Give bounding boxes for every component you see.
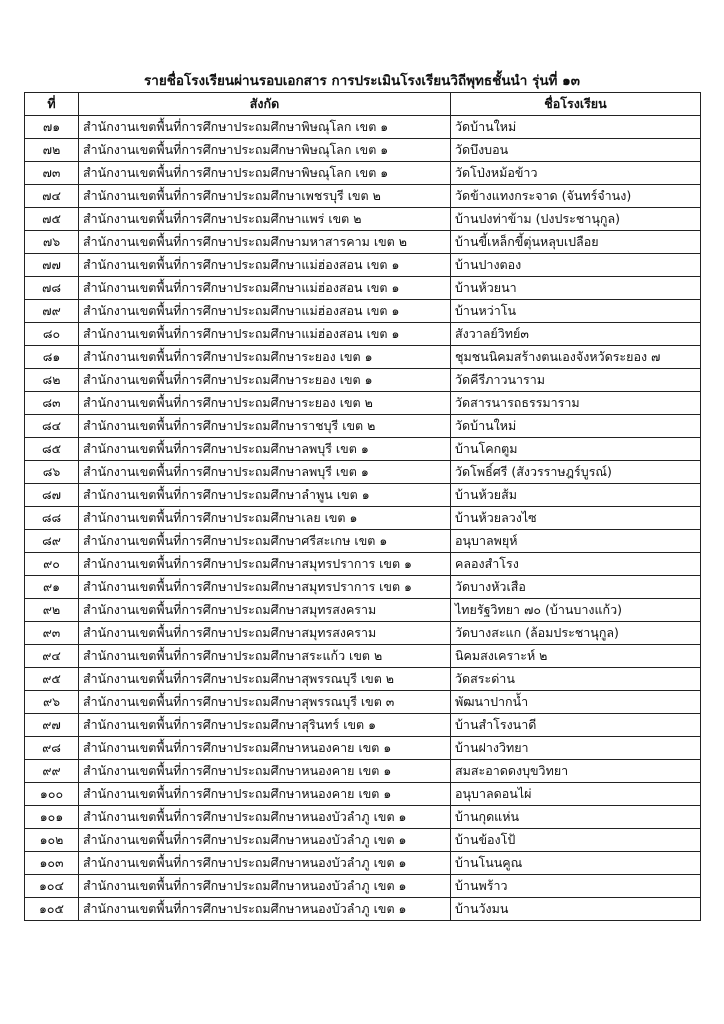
row-affiliation-cell: สำนักงานเขตพื้นที่การศึกษาประถมศึกษาระยอง เขต ๑ bbox=[79, 369, 451, 392]
row-school-name-cell: ไทยรัฐวิทยา ๗๐ (บ้านบางแก้ว) bbox=[451, 599, 701, 622]
table-row bbox=[25, 139, 701, 162]
row-number-cell: ๑๐๒ bbox=[25, 829, 79, 852]
row-school-name-cell: บ้านห้วยลวงไซ bbox=[451, 507, 701, 530]
row-number-cell: ๗๓ bbox=[25, 162, 79, 185]
row-affiliation-cell: สำนักงานเขตพื้นที่การศึกษาประถมศึกษาหนองบัวลำภู เขต ๑ bbox=[79, 806, 451, 829]
table-row bbox=[25, 461, 701, 484]
row-affiliation-cell: สำนักงานเขตพื้นที่การศึกษาประถมศึกษาหนองบัวลำภู เขต ๑ bbox=[79, 829, 451, 852]
row-school-name-cell: บ้านห้วยนา bbox=[451, 277, 701, 300]
row-affiliation-cell: สำนักงานเขตพื้นที่การศึกษาประถมศึกษาเลย เขต ๑ bbox=[79, 507, 451, 530]
table-row bbox=[25, 852, 701, 875]
table-row bbox=[25, 829, 701, 852]
table-row bbox=[25, 231, 701, 254]
row-school-name-cell: อนุบาลพยุห์ bbox=[451, 530, 701, 553]
row-affiliation-cell: สำนักงานเขตพื้นที่การศึกษาประถมศึกษาแม่ฮ่องสอน เขต ๑ bbox=[79, 254, 451, 277]
row-affiliation-cell: สำนักงานเขตพื้นที่การศึกษาประถมศึกษาพิษณุโลก เขต ๑ bbox=[79, 116, 451, 139]
table-row bbox=[25, 875, 701, 898]
table-row bbox=[25, 714, 701, 737]
header-school-name: ชื่อโรงเรียน bbox=[451, 93, 701, 116]
row-affiliation-cell: สำนักงานเขตพื้นที่การศึกษาประถมศึกษาระยอง เขต ๑ bbox=[79, 346, 451, 369]
table-row bbox=[25, 323, 701, 346]
row-number-cell: ๘๒ bbox=[25, 369, 79, 392]
row-school-name-cell: บ้านพร้าว bbox=[451, 875, 701, 898]
row-number-cell: ๗๘ bbox=[25, 277, 79, 300]
row-number-cell: ๘๓ bbox=[25, 392, 79, 415]
row-affiliation-cell: สำนักงานเขตพื้นที่การศึกษาประถมศึกษาพิษณุโลก เขต ๑ bbox=[79, 162, 451, 185]
row-school-name-cell: ชุมชนนิคมสร้างตนเองจังหวัดระยอง ๗ bbox=[451, 346, 701, 369]
row-affiliation-cell: สำนักงานเขตพื้นที่การศึกษาประถมศึกษาลพบุรี เขต ๑ bbox=[79, 461, 451, 484]
row-affiliation-cell: สำนักงานเขตพื้นที่การศึกษาประถมศึกษาระยอง เขต ๒ bbox=[79, 392, 451, 415]
row-affiliation-cell: สำนักงานเขตพื้นที่การศึกษาประถมศึกษาหนองคาย เขต ๑ bbox=[79, 737, 451, 760]
row-affiliation-cell: สำนักงานเขตพื้นที่การศึกษาประถมศึกษาหนองบัวลำภู เขต ๑ bbox=[79, 852, 451, 875]
row-affiliation-cell: สำนักงานเขตพื้นที่การศึกษาประถมศึกษาพิษณุโลก เขต ๑ bbox=[79, 139, 451, 162]
row-number-cell: ๙๕ bbox=[25, 668, 79, 691]
row-school-name-cell: นิคมสงเคราะห์ ๒ bbox=[451, 645, 701, 668]
row-school-name-cell: บ้านโคกตูม bbox=[451, 438, 701, 461]
table-row bbox=[25, 645, 701, 668]
row-affiliation-cell: สำนักงานเขตพื้นที่การศึกษาประถมศึกษาสุพรรณบุรี เขต ๒ bbox=[79, 668, 451, 691]
row-school-name-cell: วัดบึงบอน bbox=[451, 139, 701, 162]
row-affiliation-cell: สำนักงานเขตพื้นที่การศึกษาประถมศึกษาหนองบัวลำภู เขต ๑ bbox=[79, 898, 451, 921]
row-school-name-cell: วัดบ้านใหม่ bbox=[451, 415, 701, 438]
row-school-name-cell: คลองสำโรง bbox=[451, 553, 701, 576]
row-number-cell: ๗๕ bbox=[25, 208, 79, 231]
row-school-name-cell: บ้านปางตอง bbox=[451, 254, 701, 277]
row-school-name-cell: อนุบาลดอนไผ่ bbox=[451, 783, 701, 806]
row-school-name-cell: สังวาลย์วิทย์๓ bbox=[451, 323, 701, 346]
row-affiliation-cell: สำนักงานเขตพื้นที่การศึกษาประถมศึกษามหาสารคาม เขต ๒ bbox=[79, 231, 451, 254]
row-school-name-cell: บ้านสำโรงนาดี bbox=[451, 714, 701, 737]
row-school-name-cell: วัดข้างแทงกระจาด (จันทร์จำนง) bbox=[451, 185, 701, 208]
row-affiliation-cell: สำนักงานเขตพื้นที่การศึกษาประถมศึกษาสมุทรสงคราม bbox=[79, 599, 451, 622]
row-school-name-cell: พัฒนาปากน้ำ bbox=[451, 691, 701, 714]
row-school-name-cell: วัดบ้านใหม่ bbox=[451, 116, 701, 139]
table-row bbox=[25, 668, 701, 691]
row-number-cell: ๑๐๕ bbox=[25, 898, 79, 921]
table-row bbox=[25, 898, 701, 921]
table-row bbox=[25, 530, 701, 553]
row-number-cell: ๑๐๐ bbox=[25, 783, 79, 806]
row-number-cell: ๘๖ bbox=[25, 461, 79, 484]
row-number-cell: ๘๐ bbox=[25, 323, 79, 346]
row-number-cell: ๙๓ bbox=[25, 622, 79, 645]
table-row bbox=[25, 484, 701, 507]
page-title: รายชื่อโรงเรียนผ่านรอบเอกสาร การประเมินโรงเรียนวิถีพุทธชั้นนำ รุ่นที่ ๑๓ bbox=[144, 73, 580, 89]
row-affiliation-cell: สำนักงานเขตพื้นที่การศึกษาประถมศึกษาแพร่ เขต ๒ bbox=[79, 208, 451, 231]
school-table bbox=[24, 92, 701, 921]
row-number-cell: ๘๕ bbox=[25, 438, 79, 461]
table-row bbox=[25, 162, 701, 185]
table-row bbox=[25, 415, 701, 438]
table-row bbox=[25, 254, 701, 277]
row-school-name-cell: บ้านปงท่าข้าม (ปงประชานุกูล) bbox=[451, 208, 701, 231]
table-row bbox=[25, 369, 701, 392]
header-no: ที่ bbox=[25, 93, 79, 116]
row-school-name-cell: วัดบางสะแก (ล้อมประชานุกูล) bbox=[451, 622, 701, 645]
row-number-cell: ๑๐๓ bbox=[25, 852, 79, 875]
table-row bbox=[25, 622, 701, 645]
row-number-cell: ๗๖ bbox=[25, 231, 79, 254]
row-school-name-cell: วัดสระด่าน bbox=[451, 668, 701, 691]
row-affiliation-cell: สำนักงานเขตพื้นที่การศึกษาประถมศึกษาสมุทรปราการ เขต ๑ bbox=[79, 553, 451, 576]
row-affiliation-cell: สำนักงานเขตพื้นที่การศึกษาประถมศึกษาแม่ฮ่องสอน เขต ๑ bbox=[79, 323, 451, 346]
row-affiliation-cell: สำนักงานเขตพื้นที่การศึกษาประถมศึกษาลำพูน เขต ๑ bbox=[79, 484, 451, 507]
row-school-name-cell: บ้านข้องโป้ bbox=[451, 829, 701, 852]
table-body bbox=[25, 116, 701, 921]
row-affiliation-cell: สำนักงานเขตพื้นที่การศึกษาประถมศึกษาสระแก้ว เขต ๒ bbox=[79, 645, 451, 668]
row-number-cell: ๗๗ bbox=[25, 254, 79, 277]
row-school-name-cell: บ้านโนนคูณ bbox=[451, 852, 701, 875]
row-number-cell: ๗๔ bbox=[25, 185, 79, 208]
row-number-cell: ๙๘ bbox=[25, 737, 79, 760]
table-row bbox=[25, 691, 701, 714]
row-school-name-cell: วัดโพธิ์ศรี (สังวรราษฎร์บูรณ์) bbox=[451, 461, 701, 484]
header-affiliation: สังกัด bbox=[79, 93, 451, 116]
row-school-name-cell: สมสะอาดดงบุขวิทยา bbox=[451, 760, 701, 783]
table-row bbox=[25, 553, 701, 576]
table-header-row bbox=[25, 93, 701, 116]
table-row bbox=[25, 208, 701, 231]
row-affiliation-cell: สำนักงานเขตพื้นที่การศึกษาประถมศึกษาลพบุรี เขต ๑ bbox=[79, 438, 451, 461]
table-row bbox=[25, 392, 701, 415]
table-row bbox=[25, 806, 701, 829]
row-number-cell: ๘๙ bbox=[25, 530, 79, 553]
row-affiliation-cell: สำนักงานเขตพื้นที่การศึกษาประถมศึกษาแม่ฮ่องสอน เขต ๑ bbox=[79, 277, 451, 300]
row-affiliation-cell: สำนักงานเขตพื้นที่การศึกษาประถมศึกษาหนองคาย เขต ๑ bbox=[79, 760, 451, 783]
row-number-cell: ๑๐๑ bbox=[25, 806, 79, 829]
table-row bbox=[25, 277, 701, 300]
table-row bbox=[25, 737, 701, 760]
row-number-cell: ๙๖ bbox=[25, 691, 79, 714]
row-school-name-cell: วัดสารนารถธรรมาราม bbox=[451, 392, 701, 415]
row-number-cell: ๙๗ bbox=[25, 714, 79, 737]
row-affiliation-cell: สำนักงานเขตพื้นที่การศึกษาประถมศึกษาสมุทรปราการ เขต ๑ bbox=[79, 576, 451, 599]
row-school-name-cell: บ้านขี้เหล็กขี้ตุ่นหลุบเปลือย bbox=[451, 231, 701, 254]
row-number-cell: ๙๐ bbox=[25, 553, 79, 576]
row-affiliation-cell: สำนักงานเขตพื้นที่การศึกษาประถมศึกษาสุรินทร์ เขต ๑ bbox=[79, 714, 451, 737]
row-affiliation-cell: สำนักงานเขตพื้นที่การศึกษาประถมศึกษาราชบุรี เขต ๒ bbox=[79, 415, 451, 438]
row-number-cell: ๘๔ bbox=[25, 415, 79, 438]
table-row bbox=[25, 346, 701, 369]
row-school-name-cell: บ้านกุดแห่น bbox=[451, 806, 701, 829]
row-number-cell: ๗๙ bbox=[25, 300, 79, 323]
row-number-cell: ๘๘ bbox=[25, 507, 79, 530]
row-number-cell: ๙๑ bbox=[25, 576, 79, 599]
row-school-name-cell: บ้านห้วยส้ม bbox=[451, 484, 701, 507]
row-number-cell: ๗๒ bbox=[25, 139, 79, 162]
row-affiliation-cell: สำนักงานเขตพื้นที่การศึกษาประถมศึกษาสมุทรสงคราม bbox=[79, 622, 451, 645]
row-number-cell: ๙๒ bbox=[25, 599, 79, 622]
row-affiliation-cell: สำนักงานเขตพื้นที่การศึกษาประถมศึกษาหนองคาย เขต ๑ bbox=[79, 783, 451, 806]
row-number-cell: ๘๑ bbox=[25, 346, 79, 369]
row-affiliation-cell: สำนักงานเขตพื้นที่การศึกษาประถมศึกษาศรีสะเกษ เขต ๑ bbox=[79, 530, 451, 553]
row-affiliation-cell: สำนักงานเขตพื้นที่การศึกษาประถมศึกษาแม่ฮ่องสอน เขต ๑ bbox=[79, 300, 451, 323]
table-row bbox=[25, 760, 701, 783]
row-school-name-cell: บ้านหว่าโน bbox=[451, 300, 701, 323]
table-row bbox=[25, 300, 701, 323]
row-school-name-cell: บ้านวังมน bbox=[451, 898, 701, 921]
row-affiliation-cell: สำนักงานเขตพื้นที่การศึกษาประถมศึกษาเพชรบุรี เขต ๒ bbox=[79, 185, 451, 208]
table-row bbox=[25, 116, 701, 139]
row-school-name-cell: บ้านฝางวิทยา bbox=[451, 737, 701, 760]
row-affiliation-cell: สำนักงานเขตพื้นที่การศึกษาประถมศึกษาหนองบัวลำภู เขต ๑ bbox=[79, 875, 451, 898]
row-affiliation-cell: สำนักงานเขตพื้นที่การศึกษาประถมศึกษาสุพรรณบุรี เขต ๓ bbox=[79, 691, 451, 714]
table-row bbox=[25, 507, 701, 530]
row-school-name-cell: วัดคีรีภาวนาราม bbox=[451, 369, 701, 392]
table-row bbox=[25, 576, 701, 599]
table-row bbox=[25, 185, 701, 208]
row-school-name-cell: วัดบางหัวเสือ bbox=[451, 576, 701, 599]
row-number-cell: ๙๔ bbox=[25, 645, 79, 668]
table-row bbox=[25, 599, 701, 622]
row-number-cell: ๘๗ bbox=[25, 484, 79, 507]
row-number-cell: ๑๐๔ bbox=[25, 875, 79, 898]
table-row bbox=[25, 438, 701, 461]
table-row bbox=[25, 783, 701, 806]
row-school-name-cell: วัดโป่งหม้อข้าว bbox=[451, 162, 701, 185]
row-number-cell: ๗๑ bbox=[25, 116, 79, 139]
row-number-cell: ๙๙ bbox=[25, 760, 79, 783]
